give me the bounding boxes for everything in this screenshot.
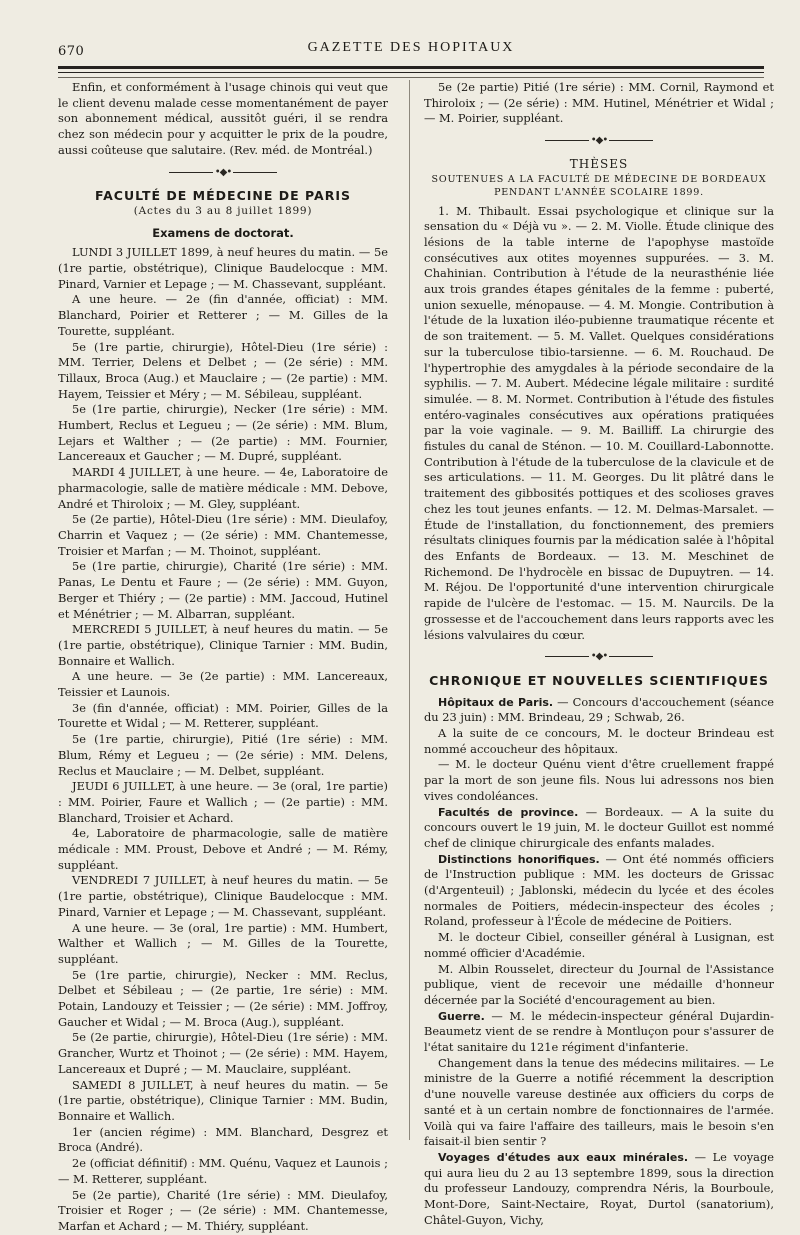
news-paragraph [424,1150,774,1229]
ornament-divider: •◆• [424,649,774,665]
exam-entry: SAMEDI 8 JUILLET, à neuf heures du matin. — 5e (1re partie, obstétrique), Clinique Tarnier : MM. Budin, Bonnaire et Wallich. [58,1077,388,1123]
news-paragraph [424,930,774,961]
news-paragraph [424,962,774,1009]
exam-entry: 5e (2e partie), Hôtel-Dieu (1re série) : MM. Dieulafoy, Charrin et Vaquez ; — (2e série) : MM. Chantemesse, Troisier et Marfan ; — M. Thoinot, suppléant. [58,512,388,558]
theses-title: THÈSES [569,156,629,171]
exam-entry: 5e (1re partie, chirurgie), Necker (1re série) : MM. Humbert, Reclus et Legueu ; — (2e série) : MM. Blum, Lejars et Walther ; — (2e partie) : MM. Fournier, Lancereaux et Gaucher ; — M. Dupré, suppléant. [58,402,388,464]
theses-subtitle: SOUTENUES A LA FACULTÉ DE MÉDECINE DE BORDEAUX PENDANT L'ANNÉE SCOLAIRE 1899. [431,173,767,198]
page-number: 670 [58,44,85,59]
news-text: Changement dans la tenue des médecins militaires. — Le ministre de la Guerre a notifié récemment la description d'une nouvelle vareuse destinée aux officiers du corps de santé et à un certain nombre de fonctionnaires de l'armée. Voilà qui va faire l'affaire des tailleurs, mais le besoin s'en faisait-il bien sentir ? [424,1055,774,1149]
exam-entry: 2e (officiat définitif) : MM. Quénu, Vaquez et Launois ; — M. Retterer, suppléant. [58,1156,388,1186]
header-rule-thin [58,72,764,73]
exam-entry: MARDI 4 JUILLET, à une heure. — 4e, Laboratoire de pharmacologie, salle de matière médicale : MM. Debove, André et Thiroloix ; — M. Gley, suppléant. [58,465,388,511]
news-text: — Bordeaux. — A la suite du concours ouvert le 19 juin, M. le docteur Guillot est nommé chef de clinique chirurgicale des enfants malades. [424,804,774,850]
news-lead: Distinctions honorifiques. [438,852,600,866]
continued-entry: 5e (2e partie) Pitié (1re série) : MM. Cornil, Raymond et Thiroloix ; — (2e série) : MM. Hutinel, Ménétrier et Widal ; — M. Poirier, suppléant. [424,80,774,126]
ornament-divider: •◆• [58,165,388,181]
exam-entry: 5e (1re partie, chirurgie), Charité (1re série) : MM. Panas, Le Dentu et Faure ; — (2e série) : MM. Guyon, Berger et Thiéry ; — (2e partie) : MM. Jaccoud, Hutinel et Ménétrier ; — M. Albarran, suppléant. [58,559,388,621]
news-text: — M. le docteur Quénu vient d'être cruellement frappé par la mort de son jeune fils. Nous lui adressons nos bien vives condoléances. [424,757,774,803]
exam-entry: 5e (2e partie), Charité (1re série) : MM. Dieulafoy, Troisier et Roger ; — (2e série) : MM. Chantemesse, Marfan et Achard ; — M. Thiéry, suppléant. [58,1187,388,1233]
exam-entry: 5e (1re partie, chirurgie), Pitié (1re série) : MM. Blum, Rémy et Legueu ; — (2e série) : MM. Delens, Reclus et Mauclaire ; — M. Delbet, suppléant. [58,732,388,778]
news-text: — Le voyage qui aura lieu du 2 au 13 septembre 1899, sous la direction du professeur Landouzy, comprendra Néris, la Bourboule, Mont-Dore, Saint-Nectaire, Royat, Durtol (sanatorium), Châtel-Guyon, Vichy, [424,1150,774,1227]
exam-entry: 5e (1re partie, chirurgie), Necker : MM. Reclus, Delbet et Sébileau ; — (2e partie, 1re série) : MM. Potain, Landouzy et Teissier ; — (2e série) : MM. Joffroy, Gaucher et Widal ; — M. Broca (Aug.), suppléant. [58,967,388,1029]
exam-entry: 3e (fin d'année, officiat) : MM. Poirier, Gilles de la Tourette et Widal ; — M. Retterer, suppléant. [58,700,388,731]
exam-entry: A une heure. — 3e (oral, 1re partie) : MM. Humbert, Walther et Wallich ; — M. Gilles de la Tourette, suppléant. [58,920,388,966]
exams-title: Examens de doctorat. [152,225,294,240]
right-column [424,80,774,1229]
header-rule-under [58,77,764,78]
exam-entry: JEUDI 6 JUILLET, à une heure. — 3e (oral, 1re partie) : MM. Poirier, Faure et Wallich ; — (2e partie) : MM. Blanchard, Troisier et Achard. [58,779,388,825]
exam-entry: 5e (2e partie, chirurgie), Hôtel-Dieu (1re série) : MM. Grancher, Wurtz et Thoinot ; — (2e série) : MM. Hayem, Lancereaux et Dupré ; — M. Mauclaire, suppléant. [58,1030,388,1076]
column-divider [409,80,410,1140]
news-text: M. le docteur Cibiel, conseiller général à Lusignan, est nommé officier d'Académie. [424,930,774,960]
news-text: — M. le médecin-inspecteur général Dujardin-Beaumetz vient de se rendre à Montluçon pour s'assurer de l'état sanitaire du 121e régiment d'infanterie. [424,1008,774,1055]
intro-paragraph: Enfin, et conformément à l'usage chinois qui veut que le client devenu malade cesse momentanément de payer son abonnement médical, aussitôt guéri, il se rendra chez son médecin pour y acquitter le prix de la poudre, aussi coûteuse que salutaire. (Rev. méd. de Montréal.) [58,80,388,157]
news-text: M. Albin Rousselet, directeur du Journal de l'Assistance publique, vient de recevoir une médaille d'honneur décernée par la Société d'encouragement au bien. [424,961,774,1007]
faculty-title: FACULTÉ DE MÉDECINE DE PARIS [95,188,351,204]
faculty-dates: (Actes du 3 au 8 juillet 1899) [133,204,313,217]
news-lead: Guerre. [438,1009,485,1023]
ornament-divider: •◆• [424,133,774,149]
news-paragraph [424,805,774,852]
left-column [58,80,388,1235]
exam-entry: 4e, Laboratoire de pharmacologie, salle de matière médicale : MM. Proust, Debove et André ; — M. Rémy, suppléant. [58,826,388,872]
news-lead: Voyages d'études aux eaux minérales. [438,1151,689,1164]
exam-entry: 1er (ancien régime) : MM. Blanchard, Desgrez et Broca (André). [58,1124,388,1155]
exam-entry: VENDREDI 7 JUILLET, à neuf heures du matin. — 5e (1re partie, obstétrique), Clinique Baudelocque : MM. Pinard, Varnier et Lepage ; — M. Chassevant, suppléant. [58,873,388,919]
exam-entry: MERCREDI 5 JUILLET, à neuf heures du matin. — 5e (1re partie, obstétrique), Clinique Tarnier : MM. Budin, Bonnaire et Wallich. [58,622,388,668]
theses-list: 1. M. Thibault. Essai psychologique et clinique sur la sensation du « Déjà vu ». — 2. M. Violle. Étude clinique des lésions de la table interne de l'apophyse mastoïde consécutives aux otites moyennes suppurées. — 3. M. Chahinian. Contribution à l'étude de la neurasthénie liée aux trois grandes étapes génitales de la femme : puberté, union sexuelle, ménopause. — 4. M. Mongie. Contribution à l'étude de la luxation iléo-pubienne traumatique récente et de son traitement. — 5. M. Vallet. Quelques considérations sur la tuberculose tibio-tarsienne. — 6. M. Rouchaud. De l'hypertrophie des amygdales à la période secondaire de la syphilis. — 7. M. Aubert. Médecine légale militaire : surdité simulée. — 8. M. Normet. Contribution à l'étude des fistules entéro-vaginales consécutives aux opérations pratiquées par la voie vaginale. — 9. M. Bailliff. La chirurgie des fistules du canal de Sténon. — 10. M. Couillard-Labonnotte. Contribution à l'étude de la tuberculose de la clavicule et de ses articulations. — 11. M. Georges. Du lit plâtré dans le traitement des gibbosités pottiques et des scolioses graves chez les tout jeunes enfants. — 12. M. Delmas-Marsalet. — Étude de l'installation, du fonctionnement, des premiers résultats cliniques fournis par la médication salée à l'hôpital des Enfants de Bordeaux. — 13. M. Meschinet de Richemond. De l'hydrocèle en bissac de Dupuytren. — 14. M. Réjou. De l'opportunité d'une intervention chirurgicale rapide de l'ulcère de l'estomac. — 15. M. Naurcils. De la grossesse et de l'accouchement dans leurs rapports avec les lésions valvulaires du cœur. [424,203,774,642]
exam-entry: A une heure. — 3e (2e partie) : MM. Lancereaux, Teissier et Launois. [58,669,388,700]
news-text: A la suite de ce concours, M. le docteur Brindeau est nommé accoucheur des hôpitaux. [424,726,774,756]
news-paragraph [424,757,774,804]
news-paragraph [424,852,774,931]
exam-entry: A une heure. — 2e (fin d'année, officiat) : MM. Blanchard, Poirier et Retterer ; — M. Gilles de la Tourette, suppléant. [58,292,388,338]
news-paragraph [424,695,774,726]
news-paragraph [424,726,774,757]
exam-entry: LUNDI 3 JUILLET 1899, à neuf heures du matin. — 5e (1re partie, obstétrique), Clinique Baudelocque : MM. Pinard, Varnier et Lepage ; — M. Chassevant, suppléant. [58,245,388,291]
header-rule [58,66,764,69]
news-lead: Hôpitaux de Paris. [438,695,554,709]
journal-title: GAZETTE DES HOPITAUX [307,40,515,55]
chronicle-title: CHRONIQUE ET NOUVELLES SCIENTIFIQUES [429,672,769,688]
news-paragraph [424,1056,774,1150]
news-lead: Facultés de province. [438,805,579,819]
news-text: — Ont été nommés officiers de l'Instruction publique : MM. les docteurs de Grissac (d'Argenteuil) ; Jablonski, médecin du lycée et des écoles normales de Poitiers, médecin-inspecteur des écoles ; Roland, professeur à l'École de médecine de Poitiers. [424,851,774,929]
news-text: — Concours d'accouchement (séance du 23 juin) : MM. Brindeau, 29 ; Schwab, 26. [424,694,774,725]
news-paragraph [424,1009,774,1056]
exam-entry: 5e (1re partie, chirurgie), Hôtel-Dieu (1re série) : MM. Terrier, Delens et Delbet ; — (2e série) : MM. Tillaux, Broca (Aug.) et Mauclaire ; — (2e partie) : MM. Hayem, Teissier et Méry ; — M. Sébileau, suppléant. [58,339,388,401]
